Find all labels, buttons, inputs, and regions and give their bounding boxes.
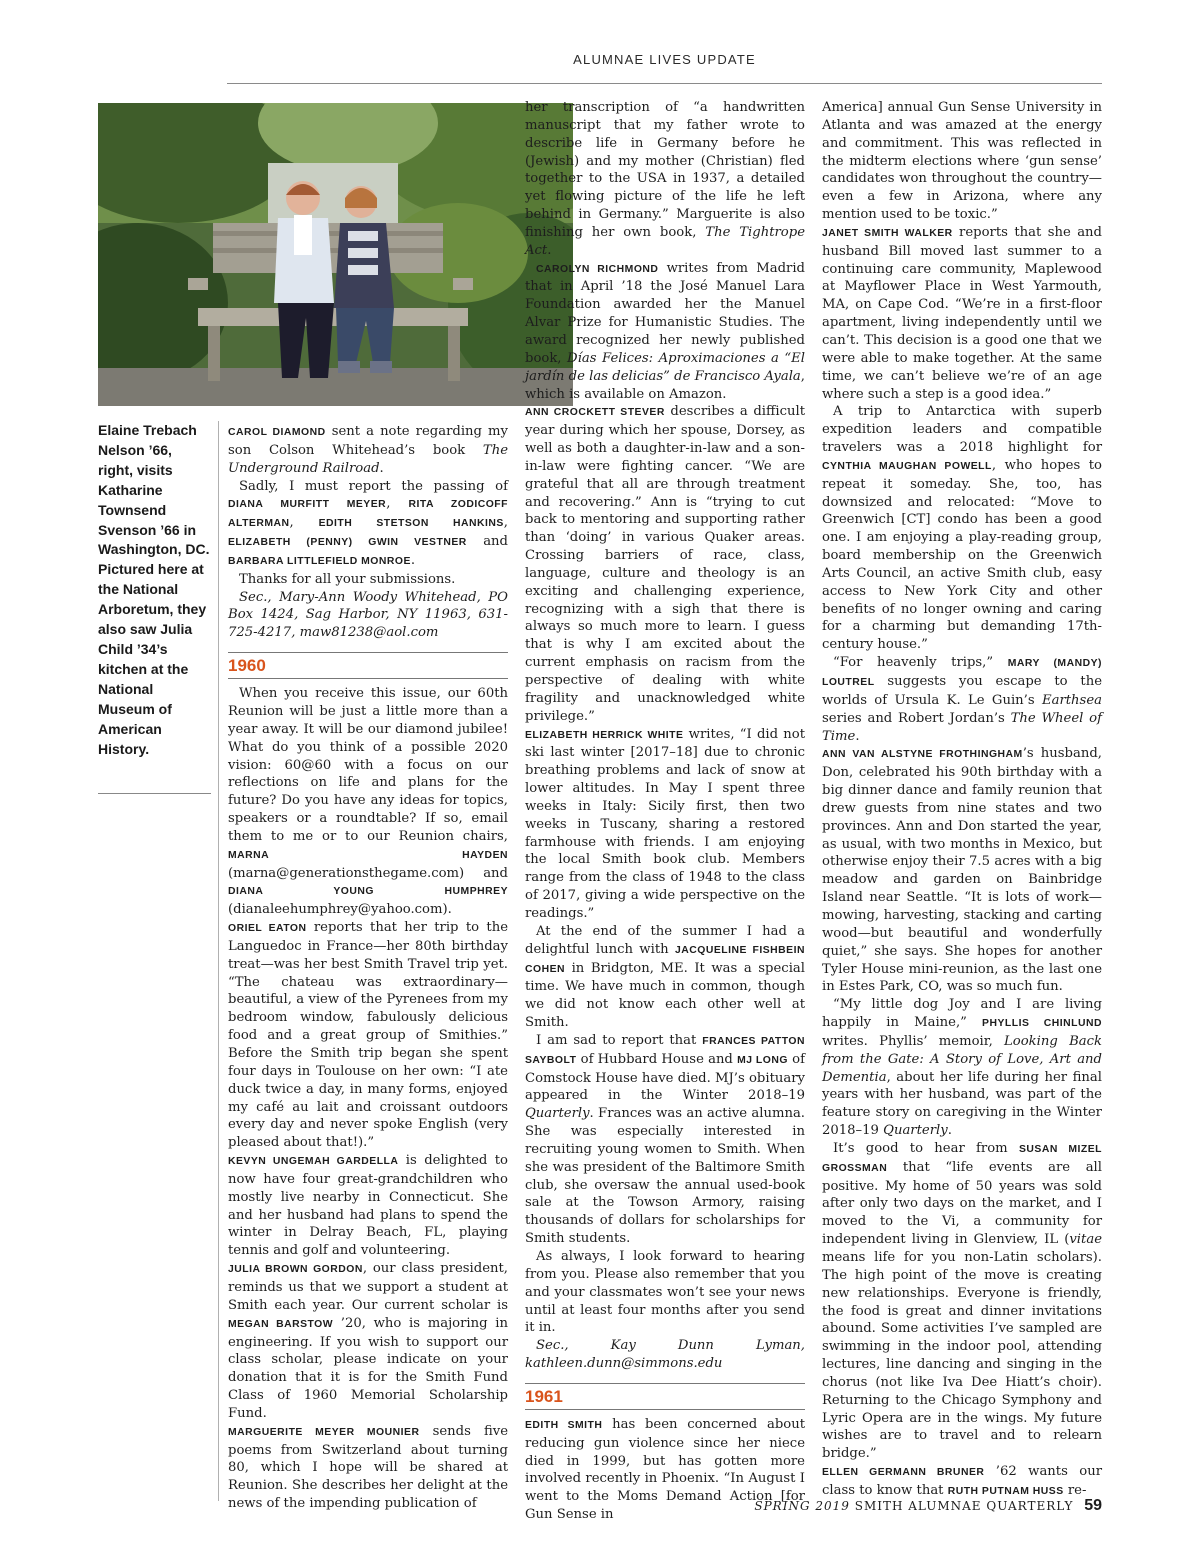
magazine-title: Quarterly bbox=[883, 1123, 948, 1139]
person-name: PHYLLIS CHINLUND bbox=[982, 1018, 1102, 1030]
text: writes from Madrid that in April ’18 the José Manuel Lara Foundation awarded her the Manuel Alvar Prize for Humanistic Studies. The award recognized her newly published book, bbox=[525, 260, 805, 366]
text: reports that her trip to the Languedoc in France—her 80th birthday treat—was her best Smith Travel trip yet. “The chateau was extraordinary—beautiful, a view of the Pyrenees from my bedroom window, fabulously delicious food and a great group of Smithies.” Before the Smith trip began she spent four days in Toulouse on her own: “I ate duck twice a day, in many forms, enjoyed my café au lait and croissant outdoors every day and never spoke English (very pleased about that!).” bbox=[228, 920, 508, 1151]
column-2 bbox=[525, 99, 805, 1524]
person-name: EDITH SMITH bbox=[525, 1419, 603, 1431]
text: ’62 wants our class to know that bbox=[822, 1464, 1103, 1498]
text: At the end of the summer I had a delightful lunch with bbox=[525, 923, 805, 957]
text: ’s husband, Don, celebrated his 90th birthday with a big dinner dance and family reunion that drew guests from nine states and two provinces. Ann and Don started the year, as usual, with two months in Mexico, but otherwise enjoy their 7.5 acres with a big meadow and garden on Bainbridge Island near Seattle. “It is lots of work—mowing, harvesting, stacking and carting wood—but beautiful and wonderfully quiet,” she says. She hopes for another Tyler House mini-reunion, as the last one in Estes Park, CO, was so much fun. bbox=[822, 746, 1102, 995]
person-name: CAROLYN RICHMOND bbox=[536, 263, 659, 275]
issue-label: SPRING 2019 bbox=[754, 1499, 850, 1513]
text: of Hubbard House and bbox=[576, 1051, 738, 1067]
text: means life for you non-Latin scholars). The high point of the move is creating new relationships. Everyone is friendly, the food is great and dinner invitations abound. Some activities I’ve sampled are swimming in the indoor pool, attending lectures, line dancing and singing in the chorus (not like Iva Dee Hiatt’s choir). Returning to the Chicago Symphony and Lyric Opera are in the wings. My future wishes are to travel and to relearn bridge.” bbox=[822, 1250, 1102, 1462]
paragraph bbox=[228, 423, 508, 478]
person-name: DIANA MURFITT MEYER bbox=[228, 499, 387, 511]
text: sends five poems from Switzerland about turning 80, which I hope will be shared at Reunion. She describes her delight at the news of the impending publication of bbox=[228, 1423, 508, 1512]
paragraph bbox=[822, 1140, 1102, 1463]
paragraph bbox=[822, 996, 1102, 1140]
column-3 bbox=[822, 99, 1102, 1501]
class-secretary: Sec., Mary-Ann Woody Whitehead, PO Box 1424, Sag Harbor, NY 11963, 631-725-4217, maw81238@aol.com bbox=[228, 589, 508, 641]
paragraph bbox=[822, 224, 1102, 403]
paragraph bbox=[525, 1032, 805, 1248]
person-name: MARGUERITE MEYER MOUNIER bbox=[228, 1426, 420, 1438]
book-title: Earthsea bbox=[1041, 692, 1102, 708]
class-secretary: Sec., Kay Dunn Lyman, kathleen.dunn@simmons.edu bbox=[525, 1338, 805, 1372]
text: describes a difficult year during which her spouse, Dorsey, as well as both a daughter-in-law and a son-in-law were fighting cancer. “We are grateful that all are through treatment and recovering.” Ann is “trying to cut back to mentoring and supporting rather than ‘doing’ in various Quaker areas. Crossing barriers of race, class, language, culture and theology is an exciting and challenging experience, recognizing with a sigh that there is always so much more to learn. I guess that is why I am excited about the current emphasis on racism from the perspective of dealing with white fragility and unacknowledged white privilege.” bbox=[525, 404, 805, 724]
text: It’s good to hear from bbox=[833, 1140, 1019, 1156]
latin-word: vitae bbox=[1069, 1232, 1102, 1248]
person-name: MJ LONG bbox=[737, 1054, 788, 1066]
paragraph bbox=[822, 1463, 1102, 1501]
paragraph bbox=[525, 260, 805, 404]
person-name: FRANCES PATTON SAYBOLT bbox=[525, 1035, 805, 1066]
text: , our class president, reminds us that we support a student at Smith each year. Our current scholar is bbox=[228, 1261, 508, 1313]
person-name: MEGAN BARSTOW bbox=[228, 1318, 334, 1330]
paragraph bbox=[525, 923, 805, 1032]
text: writes. Phyllis’ memoir, bbox=[822, 1033, 1005, 1049]
magazine-name: SMITH ALUMNAE QUARTERLY bbox=[854, 1499, 1074, 1513]
paragraph bbox=[822, 654, 1102, 745]
section-title: ALUMNAE LIVES UPDATE bbox=[573, 52, 756, 67]
paragraph: America] annual Gun Sense University in Atlanta and was amazed at the energy and commitment. This was reflected in the midterm elections where ‘gun sense’ candidates won throughout the country—even a few in Arizona, where any mention used to be toxic.” bbox=[822, 100, 1102, 223]
person-name: JULIA BROWN GORDON bbox=[228, 1264, 363, 1276]
text: (dianaleehumphrey@yahoo.com). bbox=[228, 902, 452, 918]
paragraph bbox=[228, 478, 508, 571]
paragraph bbox=[228, 1152, 508, 1260]
text: re- bbox=[1063, 1482, 1087, 1498]
text: , who hopes to repeat it someday. She, too, has downsized and relocated: “Move to Greenwich [CT] condo has been a good one. I am enjoying a play-reading group, board membership on the Greenwich Arts Council, an active Smith club, easy access to New York City and other benefits of no longer owning and caring for a charming but demanding 17th-century house.” bbox=[822, 457, 1102, 653]
text: reports that she and husband Bill moved last summer to a continuing care community, Maplewood at Mayflower Place in West Yarmouth, MA, on Cape Cod. “We’re in a first-floor apartment, living independently until we can’t. This decision is a good one that we were able to make together. At the same time, we can’t believe we’re of an age where such a step is a good idea.” bbox=[822, 224, 1102, 402]
class-year-heading: 1961 bbox=[525, 1383, 805, 1410]
column-divider bbox=[218, 421, 219, 1501]
book-title: Días Felices: Aproximaciones a “El jardín de las delicias” de Francisco Ayala bbox=[525, 350, 805, 384]
paragraph bbox=[822, 403, 1102, 654]
book-title: The Tightrope Act bbox=[525, 224, 805, 258]
caption-divider bbox=[98, 793, 211, 794]
paragraph bbox=[822, 745, 1102, 996]
person-name: JANET SMITH WALKER bbox=[822, 227, 953, 239]
paragraph bbox=[228, 919, 508, 1152]
text: of Comstock House have died. MJ’s obituary appeared in the Winter 2018–19 bbox=[525, 1051, 805, 1104]
person-name: ELLEN GERMANN BRUNER bbox=[822, 1467, 985, 1479]
photo-caption: Elaine Trebach Nelson ’66, right, visits Katharine Townsend Svenson ’66 in Washington, DC. Pictured here at the National Arboretum, they also saw Julia Child ’34’s kitchen at the National Museum of American History. bbox=[98, 422, 210, 757]
photo-two-women-on-bench bbox=[98, 103, 573, 406]
text: Sadly, I must report the passing of bbox=[239, 478, 508, 494]
text: has been concerned about reducing gun violence since her niece died in 1999, but has gotten more involved recently in Phoenix. “In August I went to the Moms Demand Action [for Gun Sense in bbox=[525, 1416, 805, 1523]
paragraph: Thanks for all your submissions. bbox=[239, 571, 456, 587]
text: “My little dog Joy and I are living happily in Maine,” bbox=[822, 997, 1102, 1031]
person-name: MARY (MANDY) LOUTREL bbox=[822, 658, 1102, 688]
text: , which is available on Amazon. bbox=[525, 368, 805, 402]
paragraph bbox=[525, 403, 805, 725]
person-name: CYNTHIA MAUGHAN POWELL bbox=[822, 460, 992, 472]
paragraph bbox=[525, 726, 805, 923]
person-name: KEVYN UNGEMAH GARDELLA bbox=[228, 1156, 399, 1168]
paragraph bbox=[228, 685, 508, 919]
photo-illustration bbox=[98, 103, 573, 406]
page-footer bbox=[754, 1497, 1102, 1515]
text: . bbox=[855, 728, 860, 744]
text: , bbox=[386, 496, 409, 512]
person-name: ANN CROCKETT STEVER bbox=[525, 407, 665, 419]
text: . Frances was an active alumna. She was especially interested in recruiting young women to Smith. When she was president of the Baltimore Smith club, she oversaw the annual used-book sale at the Towson Armory, raising thousands of dollars for scholarships for Smith students. bbox=[525, 1106, 805, 1247]
person-name: RUTH PUTNAM HUSS bbox=[947, 1485, 1064, 1497]
text: , bbox=[289, 515, 319, 531]
text: and bbox=[466, 534, 508, 550]
person-name: DIANA YOUNG HUMPHREY bbox=[228, 886, 508, 898]
text: I am sad to report that bbox=[536, 1032, 703, 1048]
person-name: ELIZABETH (PENNY) GWIN VESTNER bbox=[228, 537, 467, 549]
text: sent a note regarding my son Colson Whitehead’s book bbox=[228, 424, 508, 458]
paragraph bbox=[228, 1260, 508, 1423]
person-name: BARBARA LITTLEFIELD MONROE bbox=[228, 555, 411, 567]
paragraph bbox=[525, 99, 805, 260]
page-number: 59 bbox=[1084, 1497, 1102, 1514]
person-name: CAROL DIAMOND bbox=[228, 427, 326, 438]
magazine-title: Quarterly bbox=[525, 1106, 590, 1122]
person-name: SUSAN MIZEL GROSSMAN bbox=[822, 1143, 1102, 1174]
text: her transcription of “a handwritten manuscript that my father wrote to describe life in Germany before he (Jewish) and my mother (Christian) fled together to the USA in 1937, a detailed yet flowing picture of the life he left behind in Germany.” Marguerite is also finishing her own book, bbox=[525, 100, 805, 240]
text: that “life events are all positive. My home of 50 years was sold after only two days on the market, and I moved to the Vi, a community for independent living in Glenview, IL ( bbox=[822, 1159, 1102, 1248]
text: ’20, who is majoring in engineering. If you wish to support our class scholar, please indicate on your donation that it is for the Smith Fund Class of 1960 Memorial Scholarship Fund. bbox=[228, 1315, 508, 1421]
class-year-heading: 1960 bbox=[228, 652, 508, 679]
text: , about her life during her final years with her husband, was part of the feature story on caregiving in the Winter 2018–19 bbox=[822, 1069, 1102, 1139]
book-title: Looking Back from the Gate: A Story of Love, Art and Dementia bbox=[822, 1033, 1102, 1085]
book-title: The Underground Railroad bbox=[228, 442, 508, 476]
person-name: MARNA HAYDEN bbox=[228, 849, 508, 861]
section-header bbox=[227, 50, 1102, 84]
person-name: JACQUELINE FISHBEIN COHEN bbox=[525, 944, 806, 975]
book-title: The Wheel of Time bbox=[822, 710, 1102, 744]
text: . bbox=[379, 460, 384, 476]
text: . bbox=[410, 552, 416, 568]
person-name: ANN VAN ALSTYNE FROTHINGHAM bbox=[822, 749, 1023, 761]
text: . bbox=[547, 242, 552, 258]
text: writes, “I did not ski last winter [2017–18] due to chronic breathing problems and lack of snow at lower altitudes. In May I spent three weeks in Italy: Sicily first, then two weeks in Tuscany, sharing a restored farmhouse with friends. I am enjoying the local Smith book club. Members range from the class of 1948 to the class of 2017, giving a wide perspective on the readings.” bbox=[525, 726, 805, 921]
person-name: ELIZABETH HERRICK WHITE bbox=[525, 729, 684, 741]
text: . bbox=[947, 1123, 952, 1139]
text: , bbox=[503, 515, 508, 531]
text: suggests you escape to the worlds of Ursula K. Le Guin’s bbox=[822, 674, 1102, 708]
person-name: RITA ZODICOFF ALTERMAN bbox=[228, 499, 508, 530]
text: series and Robert Jordan’s bbox=[822, 710, 1011, 726]
person-name: EDITH STETSON HANKINS bbox=[318, 518, 504, 530]
text: is delighted to now have four great-grandchildren who mostly live nearby in Connecticut. She and her husband had plans to spend the winter in Delray Beach, FL, playing tennis and golf and volunteering. bbox=[228, 1153, 508, 1259]
column-1 bbox=[228, 423, 508, 1513]
text: When you receive this issue, our 60th Reunion will be just a little more than a year away. It will be our diamond jubilee! What do you think of a possible 2020 vision: 60@60 with a focus on our reflections on life and plans for the future? Do you have any ideas for topics, speakers or a roundtable? If so, email them to me or to our Reunion chairs, bbox=[228, 686, 508, 844]
text: in Bridgton, ME. It was a special time. We have much in common, though we did not know each other well at Smith. bbox=[525, 960, 805, 1031]
text: (marna@generationsthegame.com) and bbox=[228, 865, 508, 881]
person-name: ORIEL EATON bbox=[228, 923, 307, 935]
text: A trip to Antarctica with superb expedition leaders and compatible travelers was a 2018 highlight for bbox=[822, 404, 1102, 456]
text: “For heavenly trips,” bbox=[833, 655, 1008, 671]
paragraph: As always, I look forward to hearing from you. Please also remember that you and your classmates won’t see your news until at least four months after you send it in. bbox=[525, 1249, 805, 1336]
paragraph bbox=[228, 1423, 508, 1513]
